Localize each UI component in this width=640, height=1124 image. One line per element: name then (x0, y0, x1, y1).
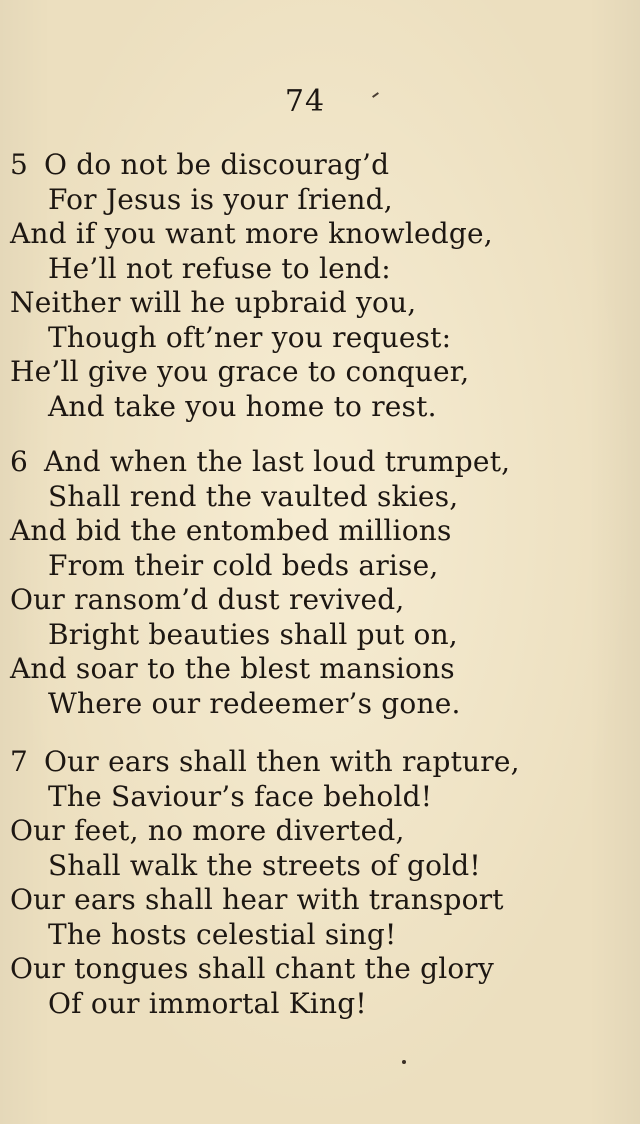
verse-line: And take you home to rest. (48, 389, 437, 423)
verse-line: Our ransom’d dust revived, (10, 583, 405, 616)
verse-line: From their cold beds arise, (48, 548, 439, 582)
verse-line: Our ears shall hear with transport (10, 883, 504, 916)
verse-line: Neither will he upbraid you, (10, 286, 417, 319)
verse-text: And when the last loud trumpet, (44, 445, 511, 478)
stanza-number: 5 (10, 148, 29, 181)
verse-line: Though oft’ner you request: (48, 320, 452, 354)
stanza-7 (10, 745, 630, 1021)
verse-text: O do not be discourag’d (44, 148, 390, 181)
verse-line: And soar to the blest mansions (10, 652, 455, 685)
verse-line: Shall walk the streets of gold! (48, 848, 481, 882)
verse-line: He’ll give you grace to conquer, (10, 355, 470, 388)
verse-line: Our tongues shall chant the glory (10, 952, 495, 985)
verse-line: Bright beauties shall put on, (48, 617, 458, 651)
verse-line (10, 148, 630, 183)
verse-line: Of our immortal King! (48, 986, 367, 1020)
verse-line: The Saviour’s face behold! (48, 779, 433, 813)
verse-line (10, 745, 630, 780)
verse-line (10, 445, 630, 480)
verse-line: He’ll not refuse to lend: (48, 251, 391, 285)
ink-speck (402, 1060, 406, 1064)
verse-line: The hosts celestial sing! (48, 917, 397, 951)
verse-line: Where our redeemer’s gone. (48, 686, 461, 720)
verse-line: Our feet, no more diverted, (10, 814, 405, 847)
stanza-6 (10, 445, 630, 721)
verse-text: Our ears shall then with rapture, (44, 745, 520, 778)
stanza-number: 7 (10, 745, 29, 778)
verse-line: And bid the entombed millions (10, 514, 452, 547)
verse-line: For Jesus is your ſriend, (48, 182, 393, 216)
page-number: 74 (284, 84, 326, 119)
verse-line: Shall rend the vaulted skies, (48, 479, 459, 513)
stanza-5 (10, 148, 630, 424)
stanza-number: 6 (10, 445, 29, 478)
verse-line: And if you want more knowledge, (10, 217, 493, 250)
